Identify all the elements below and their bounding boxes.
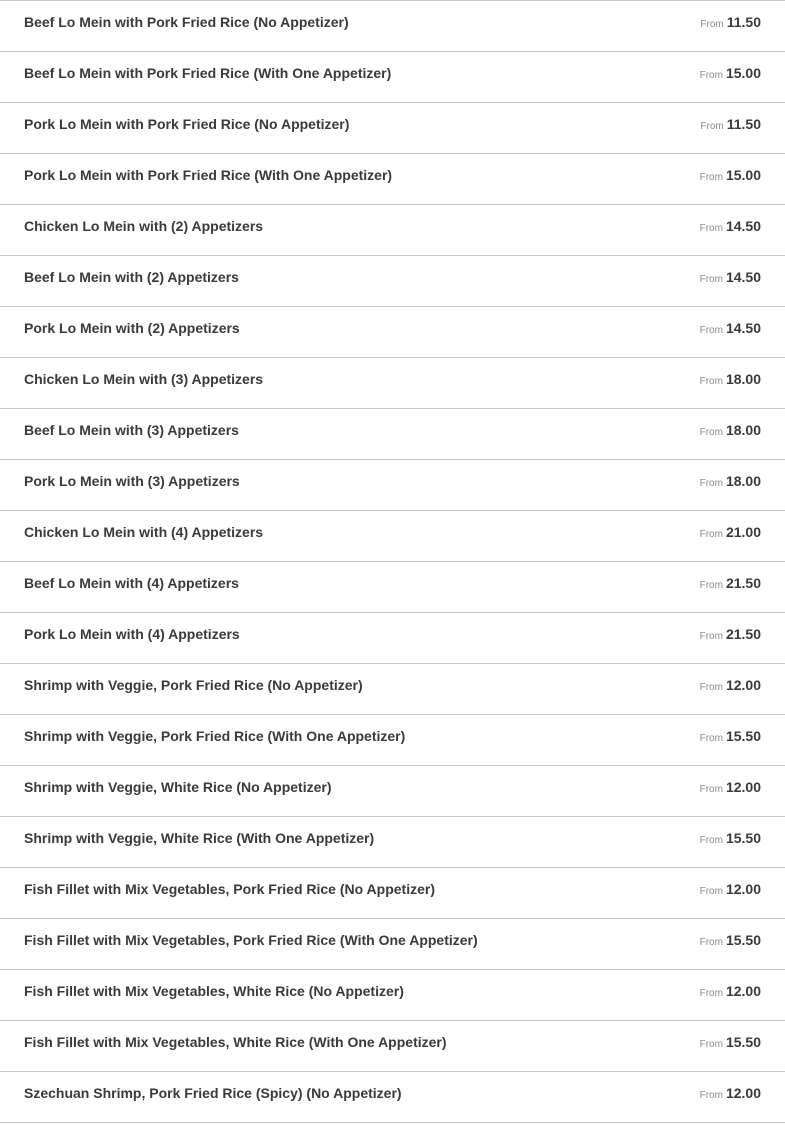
- menu-item-name: Chicken Lo Mein with (4) Appetizers: [24, 524, 264, 540]
- menu-item-name: Pork Lo Mein with (3) Appetizers: [24, 473, 240, 489]
- menu-item-price: [700, 932, 761, 950]
- menu-item[interactable]: [0, 1021, 785, 1072]
- price-from-label: From: [699, 631, 723, 642]
- menu-item-price: [700, 524, 761, 542]
- menu-item-price: [700, 167, 761, 185]
- price-value: 18.00: [725, 422, 761, 438]
- price-value: 12.00: [725, 1085, 761, 1101]
- price-value: 18.00: [725, 371, 761, 387]
- menu-item[interactable]: [0, 205, 785, 256]
- menu-item-name: Pork Lo Mein with Pork Fried Rice (With One Appetizer): [24, 167, 393, 183]
- menu-item[interactable]: [0, 715, 785, 766]
- menu-item-name: Pork Lo Mein with (4) Appetizers: [24, 626, 240, 642]
- menu-item-price: [700, 422, 761, 440]
- menu-item[interactable]: [0, 766, 785, 817]
- menu-item[interactable]: [0, 613, 785, 664]
- price-value: 15.00: [725, 167, 761, 183]
- menu-item-price: [700, 1085, 761, 1103]
- menu-item[interactable]: [0, 358, 785, 409]
- menu-item[interactable]: [0, 664, 785, 715]
- price-value: 11.50: [726, 14, 761, 30]
- menu-item-name: Shrimp with Veggie, Pork Fried Rice (No Appetizer): [24, 677, 363, 693]
- menu-item-name: Beef Lo Mein with (4) Appetizers: [24, 575, 239, 591]
- menu-item-name: Shrimp with Veggie, White Rice (No Appetizer): [24, 779, 332, 795]
- price-from-label: From: [699, 274, 723, 285]
- menu-item-price: [700, 65, 761, 83]
- price-from-label: From: [699, 529, 723, 540]
- price-value: 11.50: [726, 116, 761, 132]
- menu-item-price: [700, 116, 761, 134]
- menu-item-name: Chicken Lo Mein with (3) Appetizers: [24, 371, 264, 387]
- price-value: 14.50: [725, 269, 761, 285]
- price-from-label: From: [699, 835, 723, 846]
- price-value: 12.00: [725, 881, 761, 897]
- price-value: 15.50: [725, 1034, 761, 1050]
- price-value: 21.50: [725, 575, 761, 591]
- menu-item-name: Fish Fillet with Mix Vegetables, White Rice (No Appetizer): [24, 983, 404, 999]
- menu-item-price: [700, 626, 761, 644]
- price-from-label: From: [699, 172, 723, 183]
- price-from-label: From: [699, 886, 723, 897]
- price-from-label: From: [699, 376, 723, 387]
- menu-item-price: [700, 320, 761, 338]
- menu-item[interactable]: [0, 511, 785, 562]
- menu-item-name: Shrimp with Veggie, White Rice (With One Appetizer): [24, 830, 375, 846]
- menu-item[interactable]: [0, 256, 785, 307]
- price-from-label: From: [699, 1039, 723, 1050]
- menu-item[interactable]: [0, 409, 785, 460]
- price-from-label: From: [699, 70, 723, 81]
- menu-item-price: [700, 677, 761, 695]
- price-from-label: From: [699, 784, 723, 795]
- menu-item-price: [700, 371, 761, 389]
- menu-item[interactable]: [0, 1, 785, 52]
- price-value: 15.50: [725, 830, 761, 846]
- price-from-label: From: [699, 733, 723, 744]
- price-value: 12.00: [725, 779, 761, 795]
- menu-item-price: [700, 728, 761, 746]
- price-value: 14.50: [725, 320, 761, 336]
- menu-item-price: [700, 575, 761, 593]
- menu-item[interactable]: [0, 460, 785, 511]
- menu-item-name: Pork Lo Mein with (2) Appetizers: [24, 320, 240, 336]
- price-from-label: From: [700, 121, 724, 132]
- price-value: 15.00: [725, 65, 761, 81]
- price-value: 21.00: [725, 524, 761, 540]
- price-value: 18.00: [725, 473, 761, 489]
- menu-item-price: [700, 473, 761, 491]
- price-from-label: From: [699, 580, 723, 591]
- menu-item-price: [700, 218, 761, 236]
- menu-item-price: [700, 779, 761, 797]
- menu-item-price: [700, 830, 761, 848]
- menu-item-name: Beef Lo Mein with Pork Fried Rice (With One Appetizer): [24, 65, 392, 81]
- price-from-label: From: [699, 1090, 723, 1101]
- price-from-label: From: [699, 937, 723, 948]
- menu-item[interactable]: [0, 970, 785, 1021]
- menu-item-price: [700, 1034, 761, 1052]
- menu-item-name: Beef Lo Mein with (3) Appetizers: [24, 422, 239, 438]
- menu-item[interactable]: [0, 52, 785, 103]
- menu-item-name: Fish Fillet with Mix Vegetables, Pork Fried Rice (With One Appetizer): [24, 932, 478, 948]
- menu-item[interactable]: [0, 919, 785, 970]
- menu-item-name: Szechuan Shrimp, Pork Fried Rice (Spicy) (No Appetizer): [24, 1085, 402, 1101]
- price-value: 15.50: [725, 728, 761, 744]
- menu-item-name: Chicken Lo Mein with (2) Appetizers: [24, 218, 264, 234]
- menu-item[interactable]: [0, 307, 785, 358]
- price-from-label: From: [699, 223, 723, 234]
- menu-item-price: [700, 983, 761, 1001]
- price-from-label: From: [699, 988, 723, 999]
- price-value: 12.00: [725, 677, 761, 693]
- price-from-label: From: [699, 682, 723, 693]
- menu-item-name: Fish Fillet with Mix Vegetables, Pork Fried Rice (No Appetizer): [24, 881, 436, 897]
- price-from-label: From: [700, 19, 724, 30]
- price-value: 21.50: [725, 626, 761, 642]
- menu-item[interactable]: [0, 154, 785, 205]
- menu-item[interactable]: [0, 1072, 785, 1123]
- menu-item[interactable]: [0, 868, 785, 919]
- menu-item[interactable]: [0, 103, 785, 154]
- menu-item-price: [700, 881, 761, 899]
- menu-item-price: [700, 14, 761, 32]
- price-from-label: From: [699, 427, 723, 438]
- menu-item[interactable]: [0, 562, 785, 613]
- menu-item[interactable]: [0, 817, 785, 868]
- price-from-label: From: [699, 325, 723, 336]
- menu-item-name: Shrimp with Veggie, Pork Fried Rice (With One Appetizer): [24, 728, 406, 744]
- menu-item-name: Beef Lo Mein with (2) Appetizers: [24, 269, 239, 285]
- menu-item-name: Beef Lo Mein with Pork Fried Rice (No Appetizer): [24, 14, 349, 30]
- price-value: 15.50: [725, 932, 761, 948]
- menu-item-name: Pork Lo Mein with Pork Fried Rice (No Appetizer): [24, 116, 350, 132]
- price-value: 12.00: [725, 983, 761, 999]
- menu-item-price: [700, 269, 761, 287]
- price-from-label: From: [699, 478, 723, 489]
- menu-item-name: Fish Fillet with Mix Vegetables, White Rice (With One Appetizer): [24, 1034, 447, 1050]
- price-value: 14.50: [725, 218, 761, 234]
